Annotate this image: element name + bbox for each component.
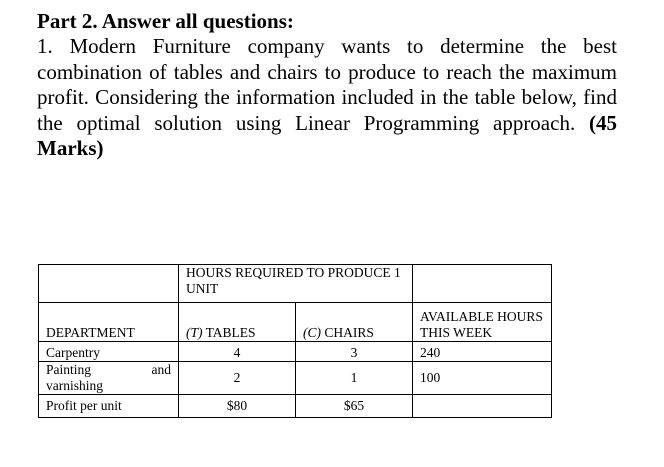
empty-cell [39, 265, 179, 303]
question-marks: (45 Marks) [37, 110, 617, 160]
table-row [39, 342, 552, 362]
chairs-cell: 1 [296, 362, 413, 395]
empty-cell [413, 265, 552, 303]
question-text [37, 34, 617, 162]
department-header: DEPARTMENT [39, 303, 179, 342]
department-word-and: and [151, 362, 171, 377]
chairs-cell: $65 [296, 395, 413, 418]
chairs-prefix: (C) [303, 325, 321, 340]
section-heading: Part 2. Answer all questions: [37, 9, 294, 33]
available-cell: 240 [413, 342, 552, 362]
chairs-cell: 3 [296, 342, 413, 362]
hours-required-header: HOURS REQUIRED TO PRODUCE 1 UNIT [179, 265, 413, 303]
table-header-row [39, 265, 552, 303]
department-cell [39, 362, 179, 395]
question-body: 1. Modern Furniture company wants to determine the best combination of tables and chairs to produce to reach the maximum profit. Considering the information included in the table below, find the optimal solution using Linear Programming approach. [37, 34, 617, 135]
table-row [39, 395, 552, 418]
tables-header [179, 303, 296, 342]
available-cell [413, 395, 552, 418]
tables-cell: 2 [179, 362, 296, 395]
available-cell: 100 [413, 362, 552, 395]
chairs-label: CHAIRS [324, 325, 374, 340]
department-word-painting: Painting [46, 362, 92, 377]
tables-prefix: (T) [186, 325, 203, 340]
production-table [38, 264, 552, 418]
available-hours-header: AVAILABLE HOURS THIS WEEK [413, 303, 552, 342]
tables-cell: 4 [179, 342, 296, 362]
department-line-1 [46, 362, 171, 378]
department-cell: Carpentry [39, 342, 179, 362]
tables-cell: $80 [179, 395, 296, 418]
table-row [39, 362, 552, 395]
tables-label: TABLES [205, 325, 256, 340]
table-subheader-row [39, 303, 552, 342]
department-line-2: varnishing [46, 378, 103, 393]
department-cell: Profit per unit [39, 395, 179, 418]
chairs-header [296, 303, 413, 342]
